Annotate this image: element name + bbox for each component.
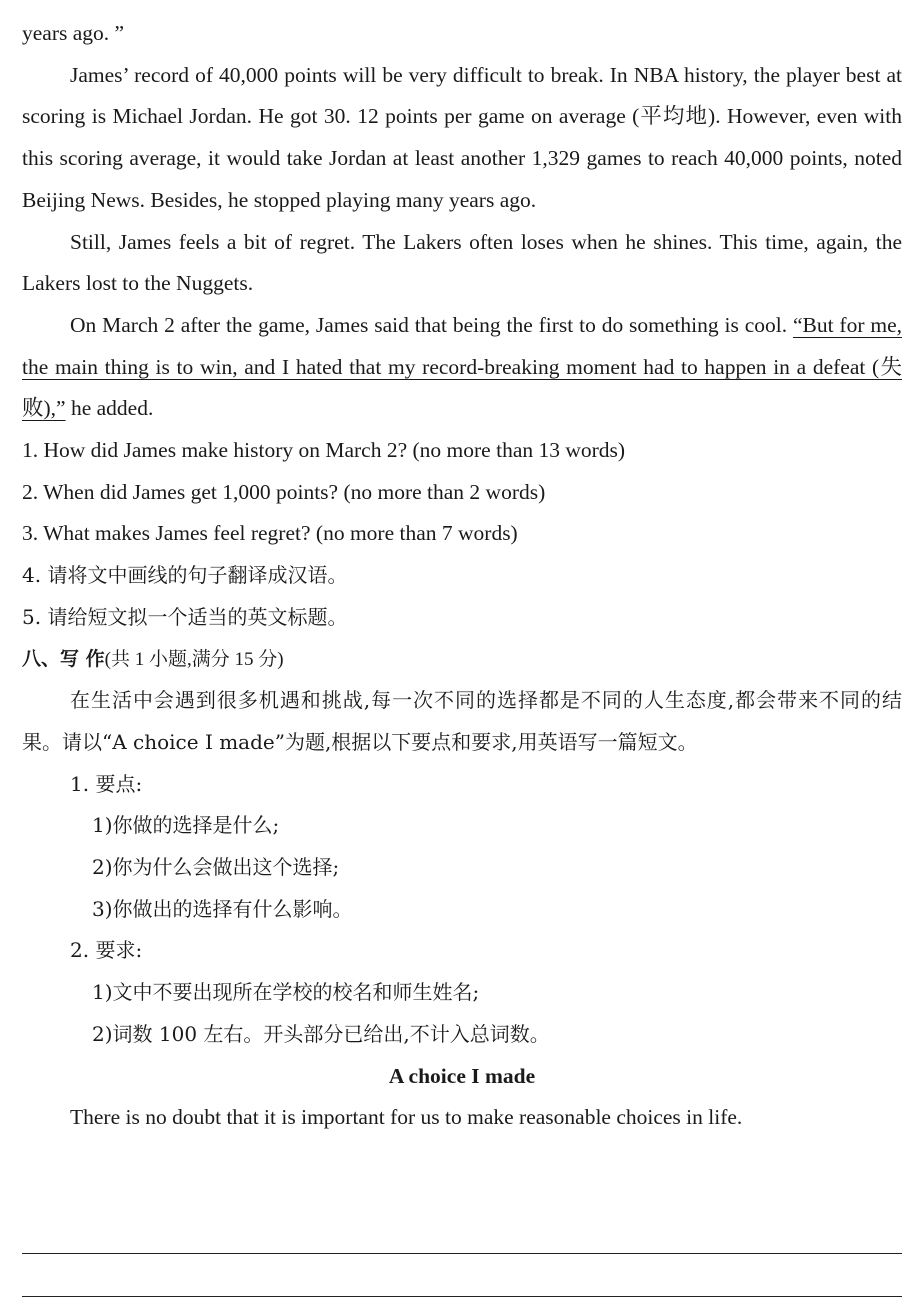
answer-line-1[interactable] — [22, 1253, 902, 1254]
answer-line-2[interactable] — [22, 1296, 902, 1297]
points-heading: 1. 要点: — [70, 771, 143, 796]
question-2: 2. When did James get 1,000 points? (no more than 2 words) — [22, 479, 546, 504]
question-3: 3. What makes James feel regret? (no more than 7 words) — [22, 521, 518, 546]
paragraph-3-end: he added. — [65, 396, 154, 421]
passage-paragraph-1: James’ record of 40,000 points will be very difficult to break. In NBA history, the player best at scoring is Michael Jordan. He got 30. 12 points per game on average (平均地). However, even with this scoring average, it would take Jordan at least another 1,329 games to reach 40,000 points, noted Beijing News. Besides, he stopped playing many years ago. — [22, 62, 902, 212]
underlined-sentence: “But for me, the main thing is to win, and I hated that my record-breaking moment had to happen in a defeat (失败),” — [22, 312, 902, 421]
writing-section-points: (共 1 小题,满分 15 分) — [104, 648, 284, 670]
paragraph-3-start: On March 2 after the game, James said that being the first to do something is cool. — [70, 312, 793, 337]
question-1: 1. How did James make history on March 2? (no more than 13 words) — [22, 438, 626, 463]
passage-paragraph-0-tail: years ago. ” — [22, 21, 125, 45]
writing-section-heading — [22, 639, 902, 681]
question-5: 5. 请给短文拟一个适当的英文标题。 — [22, 604, 348, 629]
point-item-3: 3)你做出的选择有什么影响。 — [92, 896, 353, 921]
point-item-1: 1)你做的选择是什么; — [92, 813, 280, 838]
essay-title: A choice I made — [388, 1063, 536, 1088]
requirement-item-2: 2)词数 100 左右。开头部分已给出,不计入总词数。 — [92, 1021, 550, 1046]
requirements-heading: 2. 要求: — [70, 938, 143, 963]
question-4: 4. 请将文中画线的句子翻译成汉语。 — [22, 563, 348, 588]
point-item-2: 2)你为什么会做出这个选择; — [92, 855, 340, 880]
writing-prompt: 在生活中会遇到很多机遇和挑战,每一次不同的选择都是不同的人生态度,都会带来不同的结果。请以“A choice I made”为题,根据以下要点和要求,用英语写一篇短文。 — [22, 688, 902, 754]
passage-paragraph-2: Still, James feels a bit of regret. The Lakers often loses when he shines. This time, again, the Lakers lost to the Nuggets. — [22, 229, 902, 296]
essay-opening-sentence: There is no doubt that it is important for us to make reasonable choices in life. — [70, 1105, 743, 1130]
writing-section-label: 八、写 作 — [22, 647, 105, 670]
requirement-item-1: 1)文中不要出现所在学校的校名和师生姓名; — [92, 980, 480, 1005]
passage-paragraph-3 — [22, 305, 902, 430]
